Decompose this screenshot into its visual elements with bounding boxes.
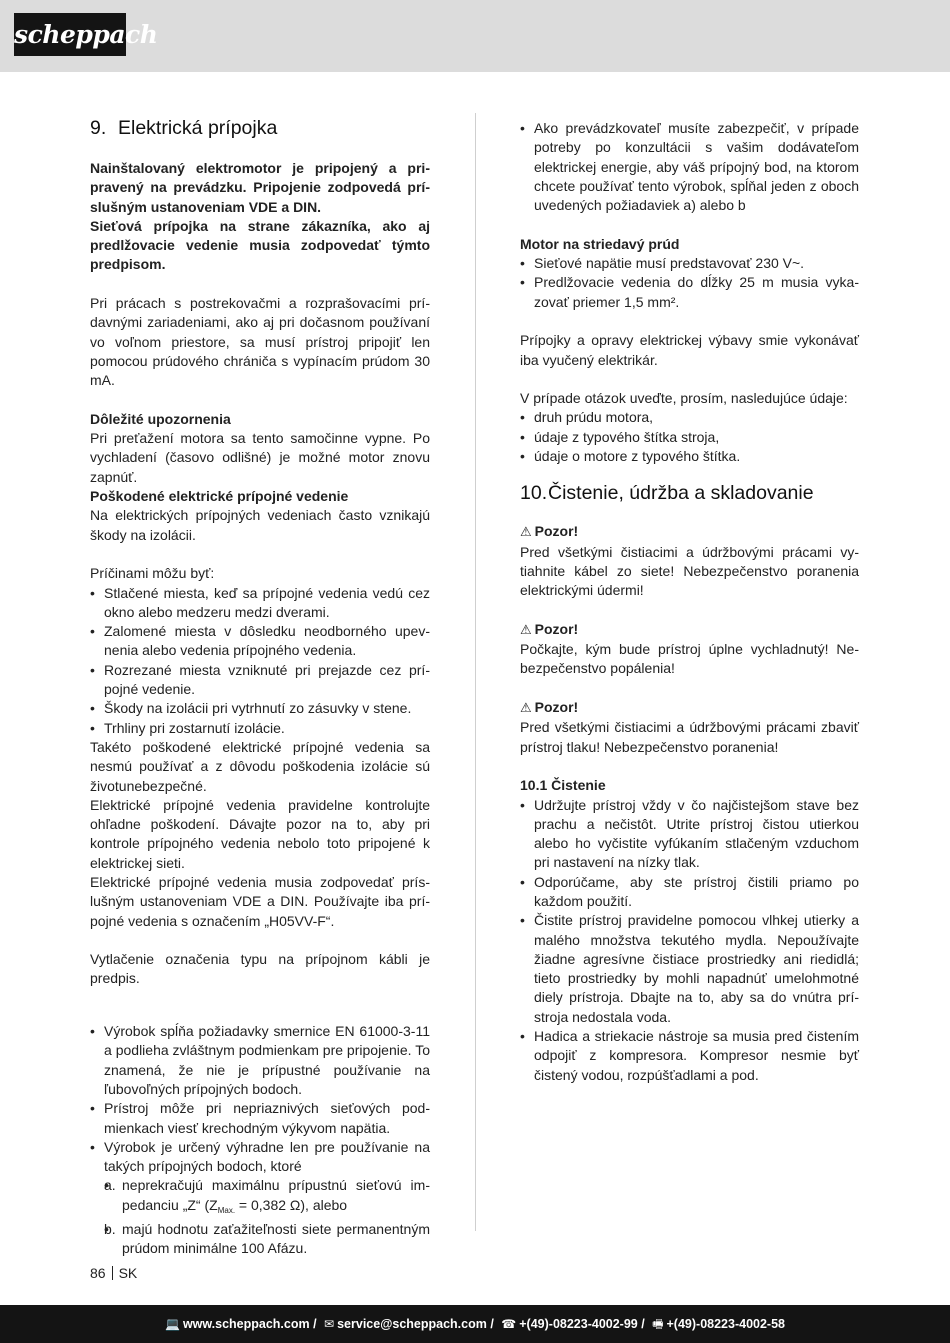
ac-motor-heading: Motor na striedavý prúd: [520, 235, 680, 252]
right-column: [520, 119, 859, 1085]
page-language: SK: [118, 1265, 138, 1281]
rcd-paragraph: Pri prácach s postrekovačmi a rozprašovacími prídavnými zariadeniami, ako aj pri dočasnom používaní vo voľnom priestore, sa musí prístroj pripojiť len pomocou prúdového chrániča s vypínacím prúdom 30 mA.: [90, 295, 430, 389]
warning-heading-2: ⚠ Pozor!: [520, 620, 579, 638]
list-item: • druh prúdu motora,: [520, 408, 859, 427]
sub-list-item-a: • a. neprekračujú maximálnu prípustnú sieťovú impedanciu „Z“ ($Z_{Max.} = 0,382$ Ω), alebo: [104, 1176, 430, 1220]
warning-text-1: Pred všetkými čistiacimi a údržbovými prácami vytiahnite kábel zo siete! Nebezpečenstvo poranenia elektrickými údermi!: [520, 543, 859, 599]
warning-triangle-icon: ⚠: [520, 701, 532, 717]
list-item: • Škody na izolácii pri vytrhnutí zo zásuvky v stene.: [90, 699, 430, 718]
list-item: • Udržujte prístroj vždy v čo najčistejšom stave bez prachu a nečistôt. Utrite prístroj čistou utierkou alebo ho vyčistite vyfúkaním stlačeným vzduchom pri nastavení na nízky tlak.: [520, 796, 859, 873]
warning-text-3: Pred všetkými čistiacimi a údržbovými prácami zbaviť prístroj tlaku! Nebezpečenstvo poranenia!: [520, 719, 859, 755]
type-marking-paragraph: Vytlačenie označenia typu na prípojnom kábli je predpis.: [90, 951, 430, 987]
standards-paragraph: Elektrické prípojné vedenia musia zodpovedať príslušným ustanoveniam VDE a DIN. Používajte iba prípojné vedenia s označením „H05VV-F“.: [90, 873, 430, 929]
list-item: • Výrobok spĺňa požiadavky smernice EN 61000-3-11 a podlieha zvláštnym podmienkam pre pripojenie. To znamená, že nie je prípustné používanie na ľubovoľných prípojných bodoch.: [90, 1022, 430, 1099]
page-number-value: 86: [90, 1265, 106, 1281]
cleaning-heading: 10.1 Čistenie: [520, 777, 606, 794]
footer-website[interactable]: www.scheppach.com /: [182, 1317, 317, 1331]
email-icon: ✉: [324, 1317, 335, 1331]
list-item: • Predlžovacie vedenia do dĺžky 25 m musia vykazovať priemer 1,5 mm².: [520, 273, 859, 312]
page-number: [90, 1265, 137, 1281]
footer-phone: +(49)-08223-4002-99 /: [519, 1317, 645, 1331]
column-divider: [475, 113, 476, 1231]
list-item: • Zalomené miesta v dôsledku neodborného upevnenia alebo vedenia prípojného vedenia.: [90, 622, 430, 661]
page-footer: [0, 1305, 950, 1343]
fax-icon: 🖷: [652, 1317, 664, 1331]
list-item: • Rozrezané miesta vzniknuté pri prejazde cez prípojné vedenie.: [90, 661, 430, 700]
cleaning-list: [520, 796, 859, 1085]
intro-bold-paragraph-2: Sieťová prípojka na strane zákazníka, ako aj predlžovacie vedenie musia zodpovedať týmto predpisom.: [90, 217, 430, 273]
important-notes-text: Pri preťažení motora sa tento samočinne vypne. Po vychladení (časovo odlišné) je možné motor znovu zapnúť.: [90, 430, 430, 485]
warning-text-2: Počkajte, kým bude prístroj úplne vychladnutý! Nebezpečenstvo popálenia!: [520, 641, 859, 677]
intro-bold-paragraph: Nainštalovaný elektromotor je pripojený a pripravený na prevádzku. Pripojenie zodpovedá príslušným ustanoveniam VDE a DIN.: [90, 160, 430, 215]
impedance-subscript: Max.: [217, 1205, 236, 1215]
section-9-heading: 9. Elektrická prípojka: [90, 117, 278, 139]
warning-heading-1: ⚠ Pozor!: [520, 523, 579, 541]
electrician-paragraph: Prípojky a opravy elektrickej výbavy smie vykonávať iba vyučený elektrikár.: [520, 332, 859, 368]
damaged-cable-text: Na elektrických prípojných vedeniach často vznikajú škody na izolácii.: [90, 507, 430, 543]
list-item: • Trhliny pri zostarnutí izolácie.: [90, 719, 430, 738]
list-item: • Stlačené miesta, keď sa prípojné vedenia vedú cez okno alebo medzeru medzi dverami.: [90, 584, 430, 623]
damaged-warning-paragraph: Takéto poškodené elektrické prípojné vedenia sa nesmú používať a z dôvodu poškodenia izolácie sú životunebezpečné.: [90, 738, 430, 794]
questions-intro: V prípade otázok uveďte, prosím, nasledujúce údaje:: [520, 390, 848, 407]
emc-list: [90, 1022, 430, 1259]
list-item: • Sieťové napätie musí predstavovať 230 V~.: [520, 254, 859, 273]
list-item: • Čistite prístroj pravidelne pomocou vlhkej utierky a malého množstva tekutého mydla. Nepoužívajte žiadne agresívne čistiace prostriedky ani riedidlá; tieto prostriedky by mohli napadnúť umelohmotné diely prístroja. Dbajte na to, aby sa do vnútra prístroja nedostala voda.: [520, 911, 859, 1027]
warning-triangle-icon: ⚠: [520, 525, 532, 541]
scheppach-logo: scheppach: [14, 13, 126, 56]
left-column: [90, 116, 430, 1259]
important-notes-heading: Dôležité upozornenia: [90, 410, 231, 427]
list-item: • údaje o motore z typového štítka.: [520, 447, 859, 466]
list-item: • Prístroj môže pri nepriaznivých sieťových podmienkach viesť krechodným výkyvom napätia.: [90, 1099, 430, 1138]
damaged-cable-heading: Poškodené elektrické prípojné vedenie: [90, 488, 349, 505]
ac-motor-list: [520, 254, 859, 312]
footer-email[interactable]: service@scheppach.com /: [337, 1317, 494, 1331]
footer-fax: +(49)-08223-4002-58: [666, 1317, 785, 1331]
computer-icon: 💻: [164, 1317, 180, 1331]
sub-list-item-b: • b. majú hodnotu zaťažiteľnosti siete permanentným prúdom minimálne 100 Afázu.: [104, 1220, 430, 1259]
causes-intro: Príčinami môžu byť:: [90, 565, 215, 582]
page-header: [0, 0, 950, 72]
phone-icon: ☎: [501, 1317, 517, 1331]
section-10-heading: 10.Čistenie, údržba a skladovanie: [520, 482, 814, 505]
operator-list: [520, 119, 859, 215]
sub-list: [104, 1176, 430, 1258]
list-item: • údaje z typového štítka stroja,: [520, 428, 859, 447]
questions-list: [520, 408, 859, 466]
list-item-text: Výrobok je určený výhradne len pre používanie na takých prípojných bodoch, ktoré: [104, 1138, 430, 1175]
list-item: • Odporúčame, aby ste prístroj čistili priamo po každom použití.: [520, 873, 859, 912]
list-item: • Hadica a striekacie nástroje sa musia pred čistením odpojiť z kompresora. Kompresor nesmie byť čistený vodou, rozpúšťadlami a pod.: [520, 1027, 859, 1085]
warning-heading-3: ⚠ Pozor!: [520, 699, 579, 717]
page-number-separator: [112, 1266, 113, 1280]
warning-triangle-icon: ⚠: [520, 622, 532, 638]
causes-list: [90, 584, 430, 738]
list-item: [90, 1138, 430, 1259]
list-item: • Ako prevádzkovateľ musíte zabezpečiť, v prípade potreby po konzultácii s vašim dodávateľom elektrickej energie, aby váš prípojný bod, na ktorom chcete používať tento výrobok, spĺňal jeden z oboch uvedených požiadaviek a) alebo b: [520, 119, 859, 215]
inspection-paragraph: Elektrické prípojné vedenia pravidelne kontrolujte ohľadne poškodení. Dávajte pozor na to, aby pri kontrole prípojného vedenia nebolo toto pripojené k elektrickej sieti.: [90, 796, 430, 871]
